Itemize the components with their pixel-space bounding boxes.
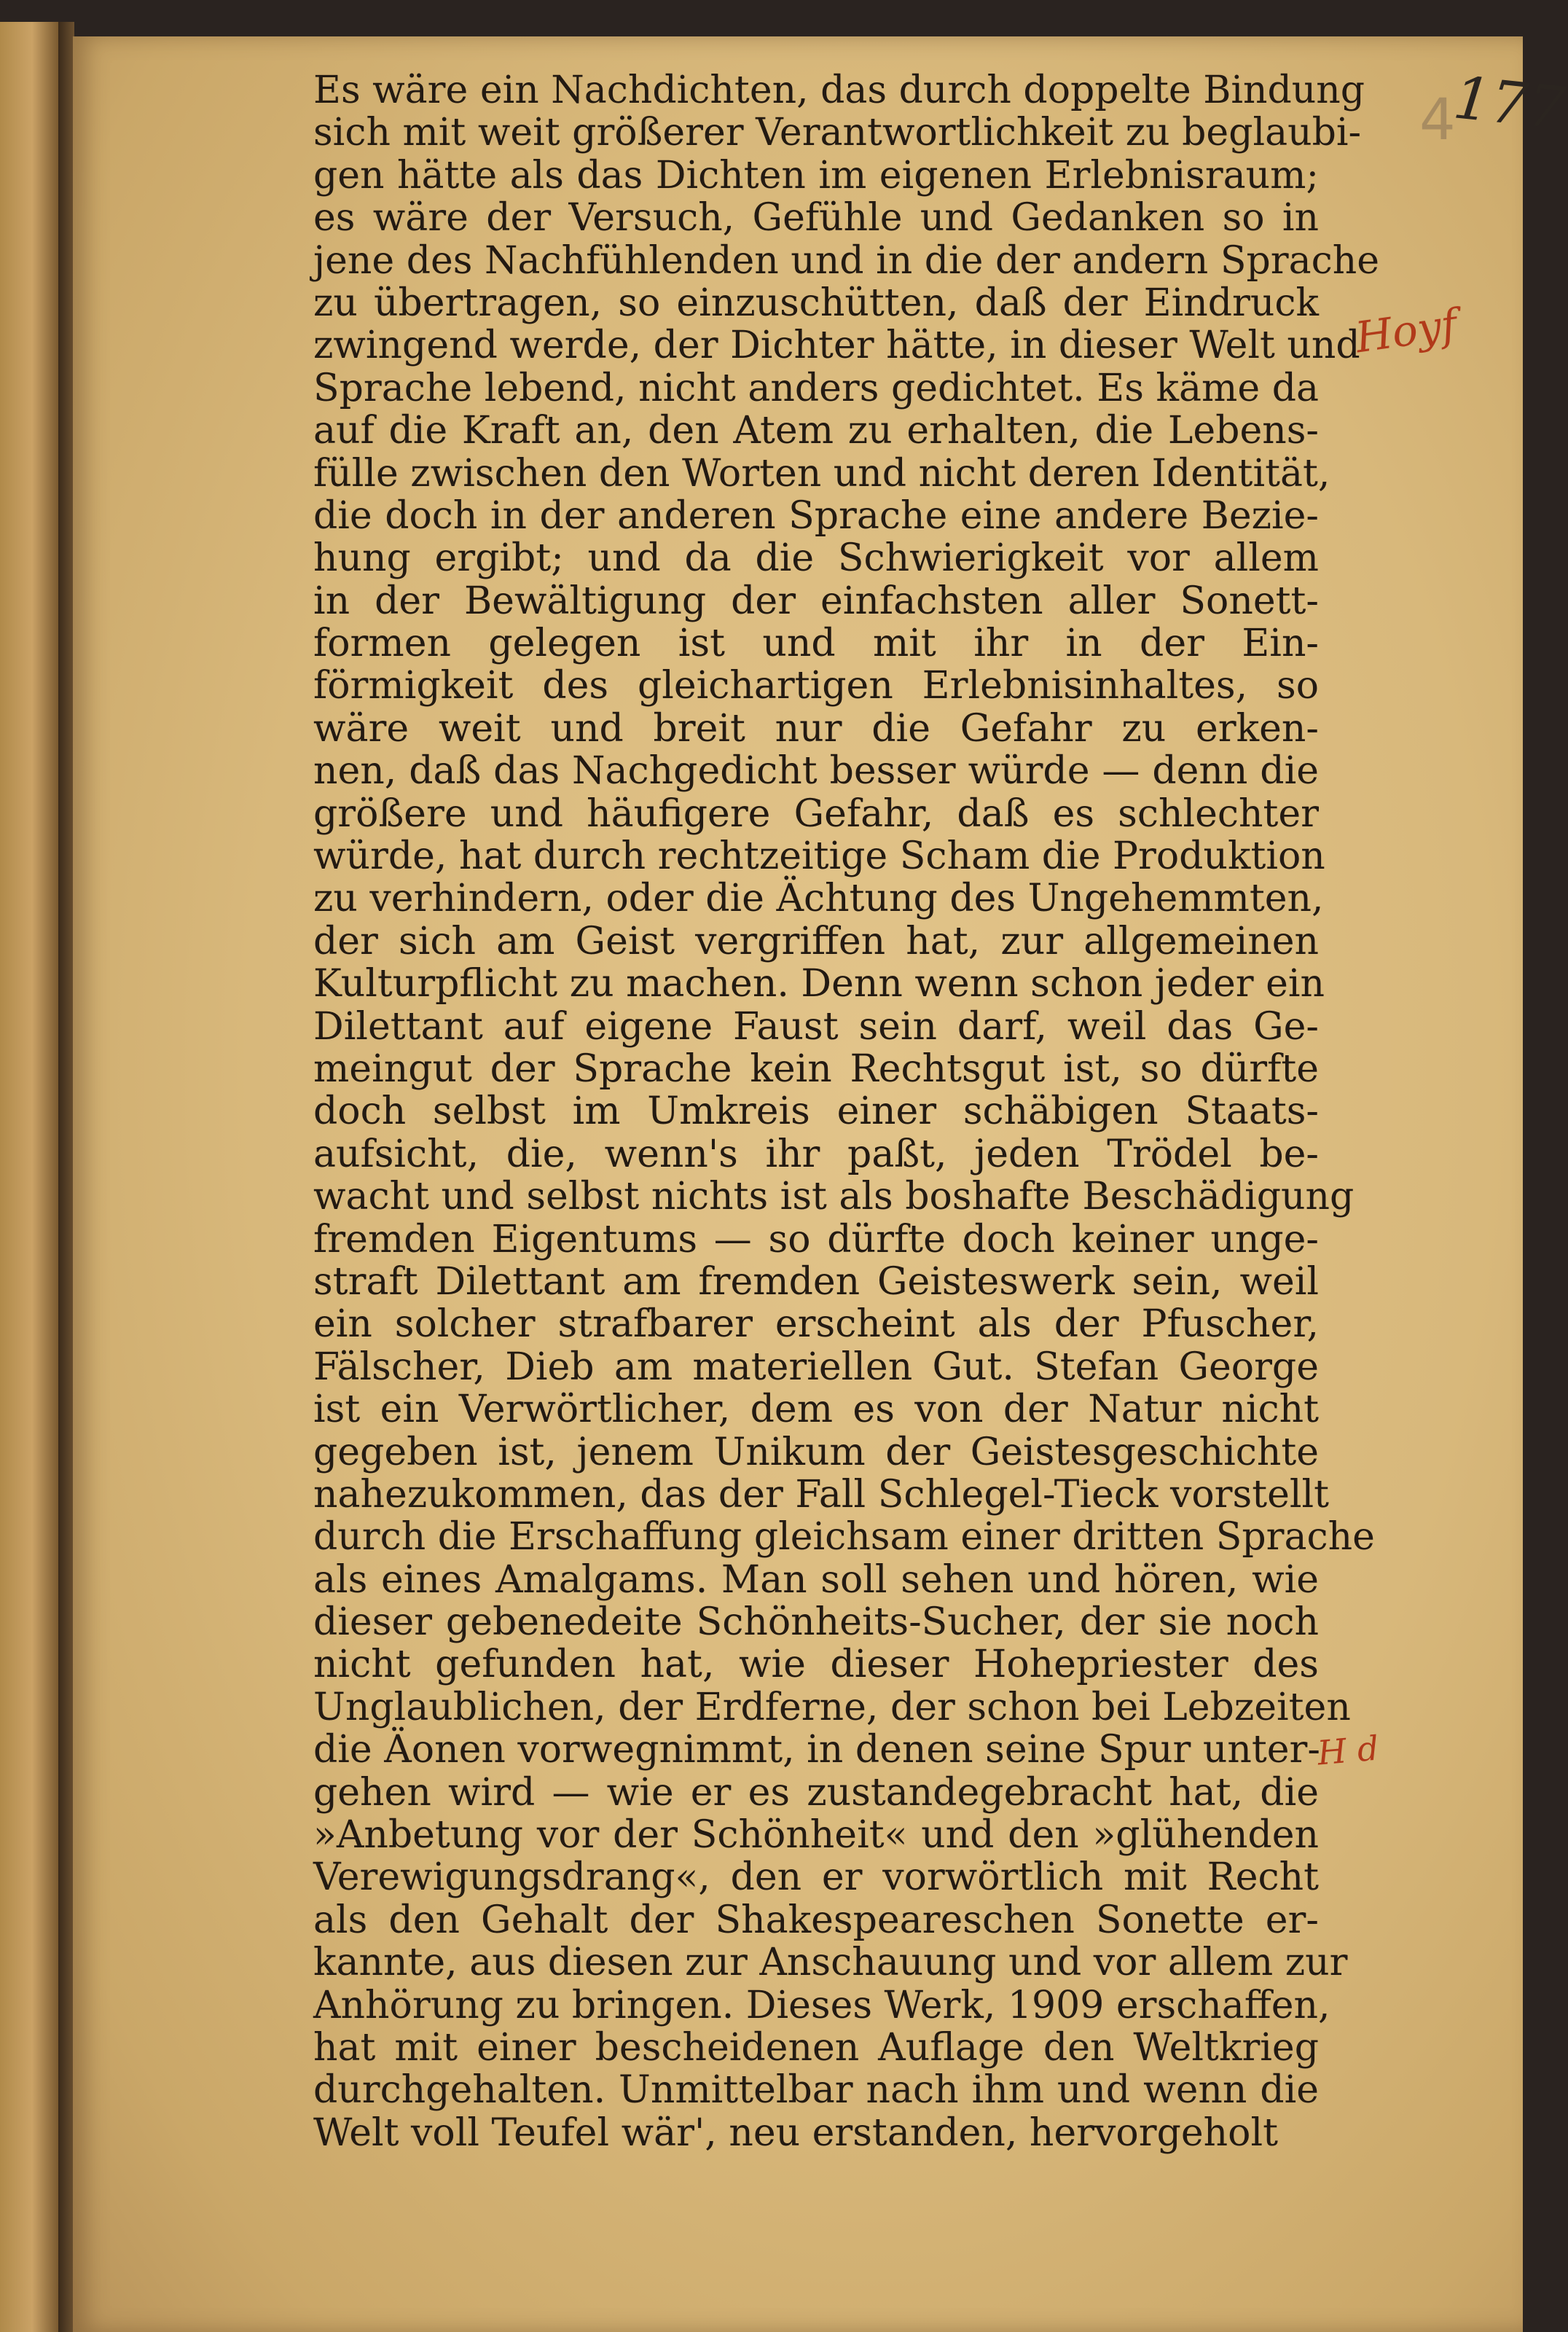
text-line: förmigkeit des gleichartigen Erlebnisinhaltes, so	[313, 664, 1319, 708]
text-line: zu übertragen, so einzuschütten, daß der Eindruck	[313, 281, 1319, 325]
text-line: als den Gehalt der Shakespeareschen Sonette er-	[313, 1898, 1319, 1942]
text-line: die doch in der anderen Sprache eine andere Bezie-	[313, 493, 1319, 538]
text-line: aufsicht, die, wenn's ihr paßt, jeden Trödel be-	[313, 1132, 1319, 1176]
text-line: durch die Erschaffung gleichsam einer dritten Sprache	[313, 1515, 1375, 1560]
text-line: »Anbetung vor der Schönheit« und den »glühenden	[313, 1813, 1319, 1858]
page-body-text	[313, 69, 1379, 2155]
text-line: nen, daß das Nachgedicht besser würde — denn die	[313, 749, 1319, 794]
text-line: gehen wird — wie er es zustandegebracht hat, die	[313, 1770, 1319, 1815]
text-line: nicht gefunden hat, wie dieser Hohepriester des	[313, 1643, 1319, 1687]
margin-correction-note: H d	[1315, 1728, 1381, 1773]
facing-page-edge	[0, 22, 58, 2332]
margin-correction-note: Hoyf	[1352, 299, 1460, 363]
page-number: 177	[1450, 63, 1568, 143]
text-line: sich mit weit größerer Verantwortlichkeit zu beglaubi-	[313, 111, 1362, 155]
text-line: ist ein Verwörtlicher, dem es von der Natur nicht	[313, 1388, 1319, 1432]
text-line: der sich am Geist vergriffen hat, zur allgemeinen	[313, 919, 1319, 963]
text-line: die Äonen vorwegnimmt, in denen seine Spur unter-	[313, 1728, 1320, 1772]
text-line: hung ergibt; und da die Schwierigkeit vor allem	[313, 536, 1319, 581]
text-line: zwingend werde, der Dichter hätte, in dieser Welt und	[313, 324, 1360, 368]
text-line: jene des Nachfühlenden und in die der andern Sprache	[313, 238, 1379, 283]
text-line: wacht und selbst nichts ist als boshafte Beschädigung	[313, 1175, 1355, 1219]
text-line: hat mit einer bescheidenen Auflage den Weltkrieg	[313, 2025, 1319, 2070]
text-line: Sprache lebend, nicht anders gedichtet. Es käme da	[313, 366, 1319, 410]
text-line: Es wäre ein Nachdichten, das durch doppelte Bindung	[313, 69, 1365, 112]
text-line: durchgehalten. Unmittelbar nach ihm und wenn die	[313, 2068, 1319, 2113]
text-line: Anhörung zu bringen. Dieses Werk, 1909 erschaffen,	[313, 1983, 1330, 2027]
text-line: Kulturpflicht zu machen. Denn wenn schon jeder ein	[313, 962, 1325, 1006]
text-line: größere und häufigere Gefahr, daß es schlechter	[313, 791, 1319, 836]
text-line: wäre weit und breit nur die Gefahr zu erken-	[313, 706, 1319, 751]
text-line: gen hätte als das Dichten im eigenen Erlebnisraum;	[313, 153, 1319, 197]
text-line: Welt voll Teufel wär', neu erstanden, hervorgeholt	[313, 2110, 1278, 2155]
text-line: Unglaublichen, der Erdferne, der schon bei Lebzeiten	[313, 1685, 1351, 1729]
text-line: ein solcher strafbarer erscheint als der Pfuscher,	[313, 1302, 1319, 1347]
pencil-mark: 4	[1419, 87, 1456, 153]
book-gutter	[58, 22, 74, 2332]
text-line: nahezukommen, das der Fall Schlegel-Tieck vorstellt	[313, 1472, 1330, 1517]
text-line: dieser gebenedeite Schönheits-Sucher, der sie noch	[313, 1600, 1319, 1645]
text-line: würde, hat durch rechtzeitige Scham die Produktion	[313, 834, 1325, 879]
text-line: gegeben ist, jenem Unikum der Geistesgeschichte	[313, 1430, 1319, 1474]
text-line: straft Dilettant am fremden Geisteswerk sein, weil	[313, 1259, 1319, 1304]
text-line: fülle zwischen den Worten und nicht deren Identität,	[313, 451, 1330, 496]
text-line: auf die Kraft an, den Atem zu erhalten, die Lebens-	[313, 409, 1319, 453]
text-line: Fälscher, Dieb am materiellen Gut. Stefan George	[313, 1345, 1319, 1389]
text-line: Verewigungsdrang«, den er vorwörtlich mit Recht	[313, 1855, 1319, 1900]
text-line: als eines Amalgams. Man soll sehen und hören, wie	[313, 1557, 1319, 1602]
text-line: es wäre der Versuch, Gefühle und Gedanken so in	[313, 196, 1319, 240]
text-line: fremden Eigentums — so dürfte doch keiner unge-	[313, 1217, 1319, 1261]
text-line: meingut der Sprache kein Rechtsgut ist, so dürfte	[313, 1046, 1319, 1091]
text-line: kannte, aus diesen zur Anschauung und vor allem zur	[313, 1941, 1348, 1985]
text-line: in der Bewältigung der einfachsten aller Sonett-	[313, 579, 1319, 623]
text-line: doch selbst im Umkreis einer schäbigen Staats-	[313, 1089, 1319, 1134]
text-line: Dilettant auf eigene Faust sein darf, weil das Ge-	[313, 1004, 1319, 1049]
text-line: formen gelegen ist und mit ihr in der Ein-	[313, 622, 1319, 666]
text-line: zu verhindern, oder die Ächtung des Ungehemmten,	[313, 877, 1324, 921]
